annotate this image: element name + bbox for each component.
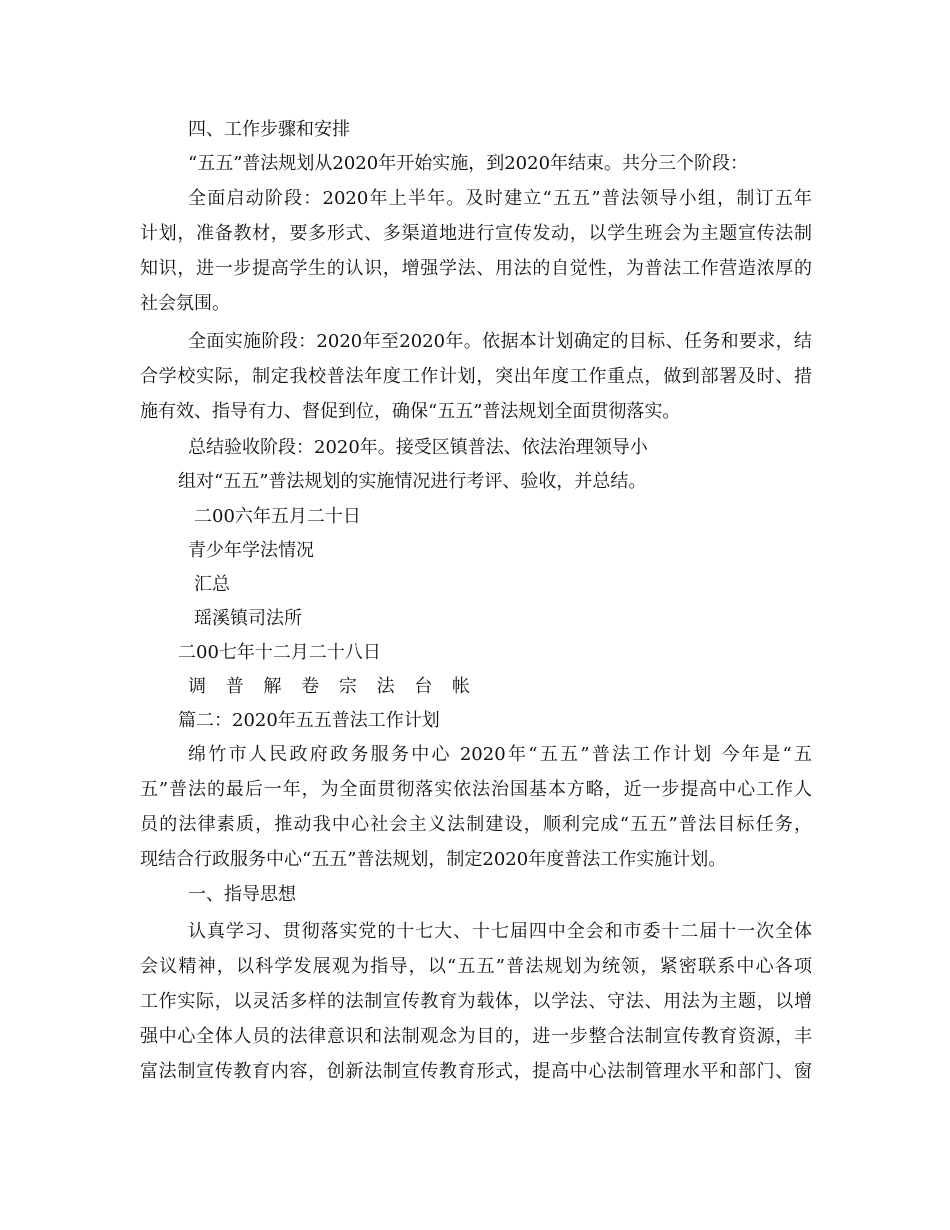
- text-line: 汇总: [194, 574, 230, 595]
- paragraph-line: 全面启动阶段：2020年上半年。及时建立“五五”普法领导小组，制订五年: [188, 188, 812, 209]
- text-line: 瑶溪镇司法所: [194, 608, 302, 629]
- paragraph-line: 员的法律素质，推动我中心社会主义法制建设，顺利完成“五五”普法目标任务，: [140, 814, 812, 835]
- paragraph-line: 知识，进一步提高学生的认识，增强学法、用法的自觉性，为普法工作营造浓厚的: [140, 258, 812, 279]
- paragraph-line: 绵竹市人民政府政务服务中心 2020年“五五”普法工作计划 今年是“五: [188, 744, 812, 765]
- paragraph-line: 总结验收阶段：2020年。接受区镇普法、依法治理领导小: [188, 437, 648, 458]
- date-line: 二00六年五月二十日: [194, 506, 361, 527]
- paragraph-line: 富法制宣传教育内容，创新法制宣传教育形式，提高中心法制管理水平和部门、窗: [140, 1061, 812, 1082]
- section-heading-work-steps: 四、工作步骤和安排: [188, 119, 350, 140]
- paragraph-line: 计划，准备教材，要多形式、多渠道地进行宣传发动，以学生班会为主题宣传法制: [140, 223, 812, 244]
- paragraph-line: 工作实际，以灵活多样的法制宣传教育为载体，以学法、守法、用法为主题，以增: [140, 991, 812, 1012]
- paragraph-line: 合学校实际，制定我校普法年度工作计划，突出年度工作重点，做到部署及时、措: [140, 366, 812, 387]
- paragraph-line: 社会氛围。: [140, 293, 230, 314]
- paragraph-line: 现结合行政服务中心“五五”普法规划，制定2020年度普法工作实施计划。: [140, 849, 727, 870]
- paragraph-line: “五五”普法规划从2020年开始实施，到2020年结束。共分三个阶段：: [188, 153, 749, 174]
- date-line: 二00七年十二月二十八日: [178, 642, 381, 663]
- section-heading-part-two: 篇二：2020年五五普法工作计划: [178, 710, 440, 731]
- text-line: 调 普 解 卷 宗 法 台 帐: [188, 676, 478, 697]
- paragraph-line: 施有效、指导有力、督促到位，确保“五五”普法规划全面贯彻落实。: [140, 401, 681, 422]
- paragraph-line: 组对“五五”普法规划的实施情况进行考评、验收，并总结。: [178, 471, 647, 492]
- paragraph-line: 强中心全体人员的法律意识和法制观念为目的，进一步整合法制宣传教育资源，丰: [140, 1026, 812, 1047]
- paragraph-line: 五”普法的最后一年，为全面贯彻落实依法治国基本方略，近一步提高中心工作人: [140, 779, 812, 800]
- paragraph-line: 会议精神，以科学发展观为指导，以“五五”普法规划为统领，紧密联系中心各项: [140, 956, 812, 977]
- paragraph-line: 认真学习、贯彻落实党的十七大、十七届四中全会和市委十二届十一次全体: [188, 921, 812, 942]
- paragraph-line: 全面实施阶段：2020年至2020年。依据本计划确定的目标、任务和要求，结: [188, 331, 812, 352]
- section-heading-guiding-thought: 一、指导思想: [188, 884, 296, 905]
- text-line: 青少年学法情况: [188, 540, 314, 561]
